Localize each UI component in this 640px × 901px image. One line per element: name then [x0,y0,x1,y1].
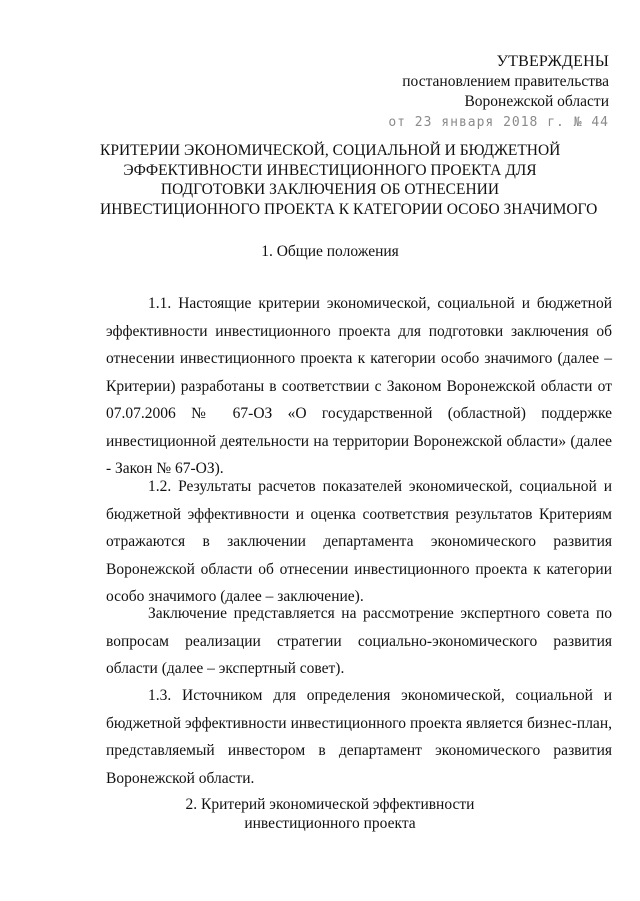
approval-title: УТВЕРЖДЕНЫ [496,53,609,70]
title-line-1: КРИТЕРИИ ЭКОНОМИЧЕСКОЙ, СОЦИАЛЬНОЙ И БЮДЖЕТНОЙ [100,142,561,159]
approval-line-2: Воронежской области [464,93,609,110]
paragraph-1-3-text: 1.3. Источником для определения экономической, социальной и бюджетной эффективности инвестиционного проекта является бизнес-план, представляемый инвестором в департамент экономического развития Воронежской области. [106,687,612,787]
approval-date: от 23 января 2018 г. № 44 [388,115,609,130]
section-2-heading-line-2: инвестиционного проекта [244,815,416,832]
paragraph-1-2 [106,473,612,611]
paragraph-1-2b-text: Заключение представляется на рассмотрение экспертного совета по вопросам реализации стратегии социально-экономического развития области (далее – экспертный совет). [106,605,612,677]
title-line-2: ЭФФЕКТИВНОСТИ ИНВЕСТИЦИОННОГО ПРОЕКТА ДЛЯ [123,161,537,179]
paragraph-1-1-text: 1.1. Настоящие критерии экономической, социальной и бюджетной эффективности инвестиционного проекта для подготовки заключения об отнесении инвестиционного проекта к категории особо значимого (далее – Критерии) разработаны в соответствии с Законом Воронежской области от 07.07.2006 № 67-ОЗ «О государственной (областной) поддержке инвестиционной деятельности на территории Воронежской области» (далее - Закон № 67-ОЗ). [106,295,612,477]
title-line-3: ПОДГОТОВКИ ЗАКЛЮЧЕНИЯ ОБ ОТНЕСЕНИИ [160,181,500,198]
title-line-4: ИНВЕСТИЦИОННОГО ПРОЕКТА К КАТЕГОРИИ ОСОБО ЗНАЧИМОГО [100,200,598,218]
section-2-heading-line-1: 2. Критерий экономической эффективности [185,796,475,813]
document-title [100,141,598,219]
section-1-heading [100,242,560,261]
paragraph-1-3 [106,682,612,792]
approval-line-1: постановлением правительства [402,73,609,90]
approval-stamp [388,52,609,133]
paragraph-1-1 [106,290,612,483]
paragraph-1-2-text: 1.2. Результаты расчетов показателей экономической, социальной и бюджетной эффективности и оценка соответствия результатов Критериям отражаются в заключении департамента экономического развития Воронежской области об отнесении инвестиционного проекта к категории особо значимого (далее – заключение). [106,478,612,605]
section-2-heading [100,795,560,833]
paragraph-1-2-continued [106,600,612,683]
section-1-heading-text: 1. Общие положения [261,243,399,260]
